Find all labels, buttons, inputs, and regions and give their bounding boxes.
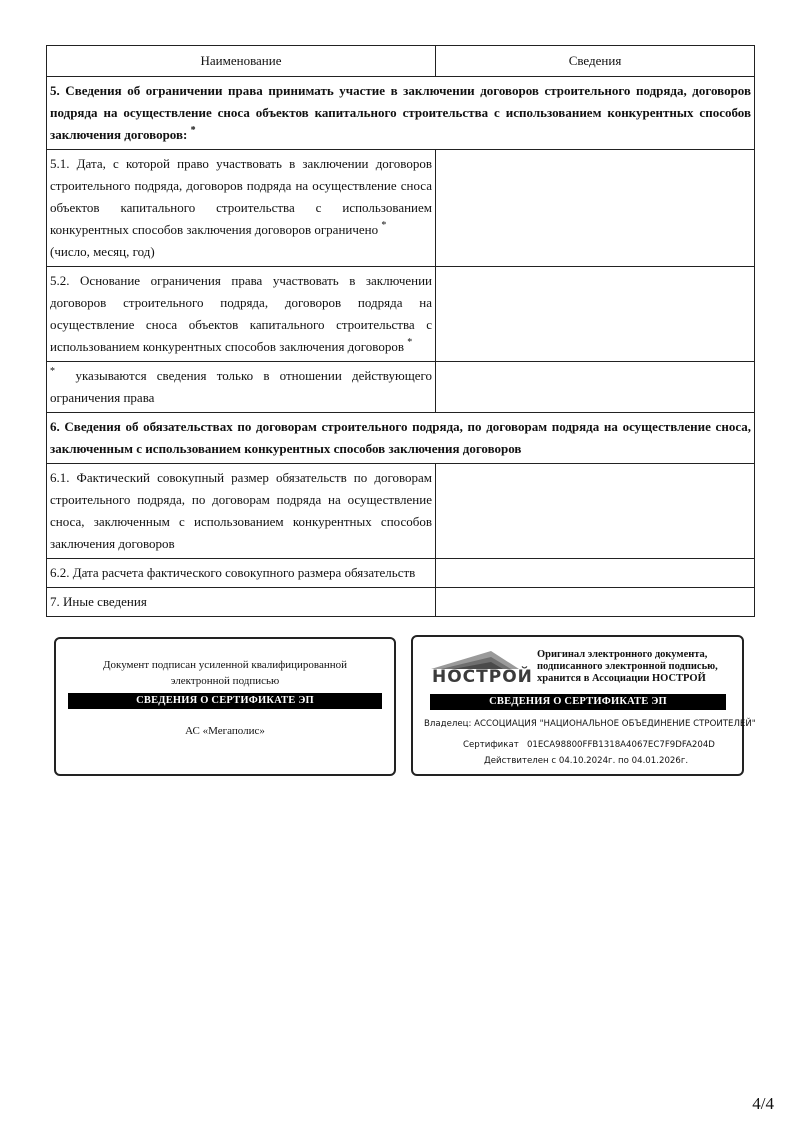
- row-6-1-value: [436, 464, 755, 559]
- section-6-header: [47, 413, 755, 464]
- table-row: [47, 267, 755, 362]
- row-6-2-value: [436, 559, 755, 588]
- table-row: [47, 588, 755, 617]
- table-row: [47, 362, 755, 413]
- stamp-right-certificate: Сертификат 01ECA98800FFB1318A4067EC7F9DFA204D: [463, 740, 715, 750]
- signature-stamp-right: [411, 635, 756, 776]
- footnote-mark: *: [407, 337, 413, 348]
- table-row: [47, 464, 755, 559]
- stamp-right-owner: Владелец: АССОЦИАЦИЯ "НАЦИОНАЛЬНОЕ ОБЪЕДИНЕНИЕ СТРОИТЕЛЕЙ": [424, 719, 756, 729]
- row-6-2-label: 6.2. Дата расчета фактического совокупного размера обязательств: [47, 559, 436, 588]
- row-5-2-value: [436, 267, 755, 362]
- footnote-mark: *: [190, 125, 196, 136]
- footnote-mark: *: [50, 366, 55, 377]
- row-5-2-label: 5.2. Основание ограничения права участвовать в заключении договоров строительного подряда, договоров подряда на осуществление сноса объектов капитального строительства с использованием конкурентных способов заключения договоров *: [47, 267, 436, 362]
- stamp-left-line2: электронной подписью: [170, 675, 280, 687]
- row-7-value: [436, 588, 755, 617]
- stamp-right-cert-bar: СВЕДЕНИЯ О СЕРТИФИКАТЕ ЭП: [430, 694, 726, 710]
- stamp-right-validity: Действителен с 04.10.2024г. по 04.01.2026г.: [484, 756, 689, 766]
- footnote-mark: *: [381, 220, 387, 231]
- row-7-label: 7. Иные сведения: [47, 588, 436, 617]
- row-5-1-value: [436, 150, 755, 267]
- row-6-1-label: 6.1. Фактический совокупный размер обязательств по договорам строительного подряда, по договорам подряда на осуществление сноса, заключенным с использованием конкурентных способов заключения договоров: [47, 464, 436, 559]
- info-table: [46, 45, 755, 617]
- section-6-title: 6. Сведения об обязательствах по договорам строительного подряда, по договорам подряда на осуществление сноса, заключенным с использованием конкурентных способов заключения договоров: [47, 413, 755, 464]
- stamp-left-cert-bar: СВЕДЕНИЯ О СЕРТИФИКАТЕ ЭП: [68, 693, 382, 709]
- page-number: 4/4: [752, 1094, 774, 1113]
- stamp-right-heading: Оригинал электронного документа, подписанного электронной подписью, хранится в Ассоциации НОСТРОЙ: [537, 649, 718, 684]
- row-5-1-label: 5.1. Дата, с которой право участвовать в заключении договоров строительного подряда, договоров подряда на осуществление сноса объектов капитального строительства с использованием конкурентных способов заключения договоров ограничено * (число, месяц, год): [47, 150, 436, 267]
- stamp-left-system: АС «Мегаполис»: [185, 725, 265, 737]
- table-row: [47, 559, 755, 588]
- table-header: [47, 46, 755, 77]
- table-row: [47, 150, 755, 267]
- footnote-value: [436, 362, 755, 413]
- section-5-header: [47, 77, 755, 150]
- column-header-info: Сведения: [436, 46, 755, 77]
- column-header-name: Наименование: [47, 46, 436, 77]
- footnote-row: * указываются сведения только в отношении действующего ограничения права: [47, 362, 436, 413]
- nostroy-logo-text: НОСТРОЙ: [432, 667, 533, 687]
- section-5-title: 5. Сведения об ограничении права принимать участие в заключении договоров строительного подряда, договоров подряда на осуществление сноса объектов капитального строительства с использованием конкурентных способов заключения договоров: *: [47, 77, 755, 150]
- signature-stamp-left: [54, 637, 396, 776]
- stamp-left-line1: Документ подписан усиленной квалифицированной: [103, 659, 347, 671]
